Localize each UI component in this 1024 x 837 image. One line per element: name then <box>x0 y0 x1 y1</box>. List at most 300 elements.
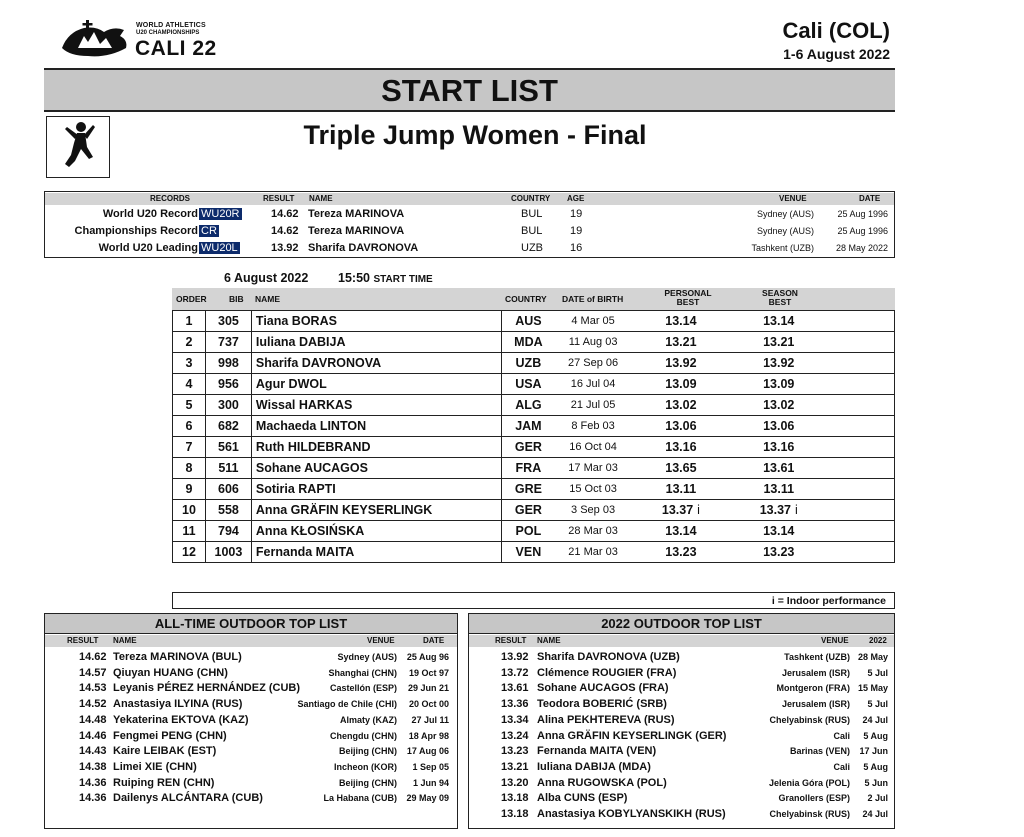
alltime-athlete: Anastasiya ILYINA (RUS) <box>113 698 243 711</box>
list-item <box>469 714 894 730</box>
season-athlete: Alba CUNS (ESP) <box>537 792 628 805</box>
empty-cell <box>827 374 895 395</box>
start-list-header <box>172 288 895 310</box>
personal-best-value: 13.21 <box>665 335 697 349</box>
season-date: 17 Jun <box>859 746 888 757</box>
dob-cell: 21 Mar 03 <box>555 542 631 563</box>
alltime-date: 1 Jun 94 <box>412 777 449 788</box>
dob-cell: 16 Jul 04 <box>555 374 631 395</box>
list-item <box>469 682 894 698</box>
dob-cell: 21 Jul 05 <box>555 395 631 416</box>
season-header-venue: VENUE <box>821 636 849 645</box>
all-time-header-date: DATE <box>423 636 445 645</box>
season-best-cell <box>731 311 827 332</box>
season-header-year: 2022 <box>869 636 887 645</box>
record-venue: Sydney (AUS) <box>756 209 814 219</box>
season-header-result: RESULT <box>495 636 527 645</box>
athlete-name-cell: Fernanda MAITA <box>251 542 501 563</box>
record-code: WU20L <box>201 242 238 254</box>
season-result: 13.21 <box>501 760 529 773</box>
dob-cell: 16 Oct 04 <box>555 437 631 458</box>
list-item <box>469 730 894 746</box>
list-item <box>45 651 457 667</box>
records-header-venue: VENUE <box>779 194 807 203</box>
empty-cell <box>827 416 895 437</box>
header-order: ORDER <box>176 294 207 304</box>
athlete-name-cell: Sotiria RAPTI <box>251 479 501 500</box>
sb-indoor-mark: i <box>794 503 798 517</box>
alltime-result: 14.52 <box>79 698 107 711</box>
bib-cell: 300 <box>205 395 251 416</box>
host-city: Cali (COL) <box>782 18 890 43</box>
record-holder: Sharifa DAVRONOVA <box>308 242 419 254</box>
triple-jump-athlete-icon <box>47 117 109 177</box>
table-row <box>173 374 895 395</box>
championship-dates: 1-6 August 2022 <box>783 46 890 62</box>
order-cell: 5 <box>173 395 206 416</box>
list-item <box>469 745 894 761</box>
season-venue: Barinas (VEN) <box>789 746 850 757</box>
start-time-value: 15:50 <box>338 271 370 285</box>
record-code: WU20R <box>201 208 240 220</box>
record-label: World U20 Record <box>102 208 198 220</box>
indoor-legend: i = Indoor performance <box>771 595 886 607</box>
header-season-best <box>756 289 804 307</box>
season-venue: Cali <box>833 730 850 741</box>
alltime-athlete: Dailenys ALCÁNTARA (CUB) <box>113 792 263 805</box>
season-best-value: 13.14 <box>763 524 795 538</box>
season-athlete: Teodora BOBERIĆ (SRB) <box>537 698 667 711</box>
season-best-value: 13.14 <box>763 314 795 328</box>
record-code: CR <box>201 225 217 237</box>
country-cell: UZB <box>501 353 555 374</box>
bib-cell: 606 <box>205 479 251 500</box>
season-venue: Chelyabinsk (RUS) <box>769 714 850 725</box>
personal-best-value: 13.92 <box>665 356 697 370</box>
record-age: 19 <box>570 208 583 220</box>
alltime-result: 14.46 <box>79 729 107 742</box>
event-title: Triple Jump Women - Final <box>303 120 647 150</box>
alltime-result: 14.57 <box>79 666 107 679</box>
alltime-venue: La Habana (CUB) <box>323 793 397 804</box>
country-cell: FRA <box>501 458 555 479</box>
record-country: UZB <box>521 242 543 254</box>
legend-bar <box>172 592 895 609</box>
dob-cell: 28 Mar 03 <box>555 521 631 542</box>
season-best-cell <box>731 521 827 542</box>
season-date: 24 Jul <box>862 714 888 725</box>
start-time-label: START TIME <box>373 274 433 285</box>
alltime-date: 29 Jun 21 <box>407 683 449 694</box>
record-date: 25 Aug 1996 <box>837 226 888 236</box>
bib-cell: 682 <box>205 416 251 437</box>
empty-cell <box>827 500 895 521</box>
season-venue: Tashkent (UZB) <box>784 652 850 662</box>
list-item <box>45 745 457 761</box>
order-cell: 4 <box>173 374 206 395</box>
record-venue: Tashkent (UZB) <box>751 243 814 253</box>
athlete-name-cell: Sohane AUCAGOS <box>251 458 501 479</box>
header-pb-line1: PERSONAL <box>664 288 712 298</box>
records-header <box>45 193 894 205</box>
season-date: 24 Jul <box>862 809 888 819</box>
alltime-athlete: Qiuyan HUANG (CHN) <box>113 666 228 679</box>
all-time-header-result: RESULT <box>67 636 99 645</box>
personal-best-cell <box>631 458 731 479</box>
dob-cell: 8 Feb 03 <box>555 416 631 437</box>
header-country: COUNTRY <box>505 294 547 304</box>
bib-cell: 956 <box>205 374 251 395</box>
season-result: 13.61 <box>501 682 529 695</box>
personal-best-cell <box>631 479 731 500</box>
bib-cell: 794 <box>205 521 251 542</box>
alltime-venue: Sydney (AUS) <box>337 652 397 662</box>
table-row <box>173 500 895 521</box>
country-cell: JAM <box>501 416 555 437</box>
country-cell: AUS <box>501 311 555 332</box>
season-best-value: 13.11 <box>763 482 795 496</box>
dob-cell: 27 Sep 06 <box>555 353 631 374</box>
athlete-name-cell: Iuliana DABIJA <box>251 332 501 353</box>
personal-best-value: 13.37 <box>661 503 694 517</box>
records-header-name: NAME <box>309 194 333 203</box>
order-cell: 10 <box>173 500 206 521</box>
season-best-cell <box>731 374 827 395</box>
season-best-cell <box>731 395 827 416</box>
start-list-table <box>172 310 895 563</box>
season-venue: Chelyabinsk (RUS) <box>769 809 850 819</box>
list-item <box>469 808 894 824</box>
order-cell: 3 <box>173 353 206 374</box>
list-item <box>45 777 457 793</box>
empty-cell <box>827 542 895 563</box>
season-title: 2022 OUTDOOR TOP LIST <box>469 614 894 634</box>
record-age: 19 <box>570 225 583 237</box>
season-result: 13.36 <box>501 698 529 711</box>
record-holder: Tereza MARINOVA <box>308 208 405 220</box>
personal-best-cell <box>631 542 731 563</box>
season-date: 2 Jul <box>867 793 888 804</box>
season-best-value: 13.06 <box>763 419 795 433</box>
season-result: 13.18 <box>501 808 529 820</box>
season-best-cell <box>731 542 827 563</box>
logo-line-3: CALI 22 <box>135 37 217 60</box>
list-item <box>469 792 894 808</box>
season-result: 13.72 <box>501 666 529 679</box>
season-best-cell <box>731 500 827 521</box>
season-athlete: Clémence ROUGIER (FRA) <box>537 666 677 679</box>
alltime-date: 18 Apr 98 <box>408 730 449 741</box>
country-cell: GER <box>501 437 555 458</box>
season-best-cell <box>731 416 827 437</box>
record-result: 14.62 <box>271 225 299 237</box>
records-header-records: RECORDS <box>150 194 191 203</box>
event-pictogram <box>46 116 110 178</box>
country-cell: GRE <box>501 479 555 500</box>
list-item <box>45 730 457 746</box>
season-athlete: Anastasiya KOBYLYANSKIKH (RUS) <box>537 808 726 820</box>
empty-cell <box>827 332 895 353</box>
personal-best-cell <box>631 353 731 374</box>
alltime-venue: Incheon (KOR) <box>334 761 397 772</box>
start-list-banner: START LIST <box>44 68 895 112</box>
season-athlete: Alina PEKHTEREVA (RUS) <box>537 713 675 726</box>
logo-line-2: U20 CHAMPIONSHIPS <box>136 30 200 36</box>
personal-best-value: 13.14 <box>665 314 697 328</box>
alltime-result: 14.48 <box>79 713 107 726</box>
list-item <box>45 792 457 808</box>
bib-cell: 998 <box>205 353 251 374</box>
table-row <box>173 458 895 479</box>
season-athlete: Anna RUGOWSKA (POL) <box>537 776 667 789</box>
order-cell: 12 <box>173 542 206 563</box>
personal-best-cell <box>631 311 731 332</box>
alltime-athlete: Tereza MARINOVA (BUL) <box>113 651 242 663</box>
season-top-list <box>468 613 895 829</box>
alltime-date: 17 Aug 06 <box>406 746 449 757</box>
personal-best-value: 13.09 <box>665 377 697 391</box>
empty-cell <box>827 479 895 500</box>
alltime-venue: Shanghai (CHN) <box>328 667 397 678</box>
empty-cell <box>827 353 895 374</box>
record-result: 13.92 <box>271 242 299 254</box>
season-date: 5 Aug <box>863 730 888 741</box>
season-athlete: Anna GRÄFIN KEYSERLINGK (GER) <box>537 729 727 742</box>
table-row <box>173 416 895 437</box>
bib-cell: 737 <box>205 332 251 353</box>
start-time <box>338 271 433 285</box>
alltime-venue: Beijing (CHN) <box>339 777 397 788</box>
season-best-value: 13.23 <box>763 545 795 559</box>
alltime-athlete: Limei XIE (CHN) <box>113 760 197 773</box>
alltime-date: 29 May 09 <box>406 793 449 804</box>
competition-date: 6 August 2022 <box>224 271 309 285</box>
alltime-venue: Almaty (KAZ) <box>339 714 397 725</box>
alltime-date: 20 Oct 00 <box>408 699 449 710</box>
record-row <box>45 241 894 257</box>
dob-cell: 3 Sep 03 <box>555 500 631 521</box>
athlete-name-cell: Anna GRÄFIN KEYSERLINGK <box>251 500 501 521</box>
alltime-venue: Chengdu (CHN) <box>330 730 397 741</box>
list-item <box>469 667 894 683</box>
athlete-name-cell: Ruth HILDEBRAND <box>251 437 501 458</box>
alltime-athlete: Ruiping REN (CHN) <box>113 776 215 789</box>
empty-cell <box>827 311 895 332</box>
records-table <box>44 191 895 258</box>
table-row <box>173 353 895 374</box>
header-name: NAME <box>255 294 281 304</box>
alltime-result: 14.53 <box>79 682 107 695</box>
bib-cell: 558 <box>205 500 251 521</box>
season-date: 15 May <box>857 683 888 694</box>
all-time-header-name: NAME <box>113 636 137 645</box>
all-time-header-venue: VENUE <box>367 636 395 645</box>
logo-line-1: WORLD ATHLETICS <box>136 22 206 29</box>
record-age: 16 <box>570 242 583 254</box>
table-row <box>173 542 895 563</box>
athlete-name-cell: Tiana BORAS <box>251 311 501 332</box>
season-result: 13.18 <box>501 792 529 805</box>
personal-best-value: 13.23 <box>665 545 697 559</box>
all-time-top-list <box>44 613 458 829</box>
bib-cell: 561 <box>205 437 251 458</box>
empty-cell <box>827 437 895 458</box>
country-cell: USA <box>501 374 555 395</box>
season-athlete: Sohane AUCAGOS (FRA) <box>537 682 669 695</box>
list-item <box>469 651 894 667</box>
order-cell: 9 <box>173 479 206 500</box>
season-best-cell <box>731 437 827 458</box>
personal-best-cell <box>631 437 731 458</box>
personal-best-value: 13.14 <box>665 524 697 538</box>
record-label: World U20 Leading <box>98 242 198 254</box>
list-item <box>469 761 894 777</box>
season-best-cell <box>731 479 827 500</box>
table-row <box>173 521 895 542</box>
season-best-value: 13.92 <box>763 356 795 370</box>
season-athlete: Sharifa DAVRONOVA (UZB) <box>537 651 680 663</box>
alltime-result: 14.36 <box>79 792 107 805</box>
country-cell: POL <box>501 521 555 542</box>
alltime-result: 14.38 <box>79 760 107 773</box>
header-personal-best <box>662 289 714 307</box>
record-venue: Sydney (AUS) <box>756 226 814 236</box>
season-athlete: Fernanda MAITA (VEN) <box>537 745 657 758</box>
personal-best-cell <box>631 521 731 542</box>
list-item <box>469 698 894 714</box>
order-cell: 11 <box>173 521 206 542</box>
order-cell: 1 <box>173 311 206 332</box>
alltime-date: 27 Jul 11 <box>411 714 449 725</box>
country-cell: GER <box>501 500 555 521</box>
country-cell: VEN <box>501 542 555 563</box>
season-result: 13.92 <box>501 651 529 663</box>
header-bib: BIB <box>229 294 244 304</box>
bib-cell: 511 <box>205 458 251 479</box>
table-row <box>173 479 895 500</box>
season-best-value: 13.02 <box>763 398 795 412</box>
dob-cell: 17 Mar 03 <box>555 458 631 479</box>
records-header-result: RESULT <box>263 194 295 203</box>
personal-best-cell <box>631 374 731 395</box>
record-country: BUL <box>521 225 543 237</box>
season-athlete: Iuliana DABIJA (MDA) <box>537 760 651 773</box>
empty-cell <box>827 458 895 479</box>
bib-cell: 1003 <box>205 542 251 563</box>
season-best-value: 13.09 <box>763 377 795 391</box>
alltime-athlete: Fengmei PENG (CHN) <box>113 729 227 742</box>
order-cell: 6 <box>173 416 206 437</box>
season-best-cell <box>731 458 827 479</box>
alltime-date: 19 Oct 97 <box>408 667 449 678</box>
season-best-value: 13.16 <box>763 440 795 454</box>
alltime-result: 14.62 <box>79 651 107 663</box>
season-venue: Jelenia Góra (POL) <box>768 777 850 788</box>
season-date: 5 Jul <box>867 699 888 710</box>
season-date: 5 Jul <box>867 667 888 678</box>
personal-best-value: 13.16 <box>665 440 697 454</box>
records-header-country: COUNTRY <box>511 194 551 203</box>
season-result: 13.24 <box>501 729 529 742</box>
records-header-age: AGE <box>567 194 585 203</box>
country-cell: ALG <box>501 395 555 416</box>
record-label: Championships Record <box>74 225 198 237</box>
season-venue: Jerusalem (ISR) <box>781 667 850 678</box>
season-venue: Montgeron (FRA) <box>776 683 850 694</box>
list-item <box>45 682 457 698</box>
personal-best-cell <box>631 395 731 416</box>
table-row <box>173 395 895 416</box>
season-date: 28 May <box>857 652 888 662</box>
season-date: 5 Jun <box>864 777 888 788</box>
record-holder: Tereza MARINOVA <box>308 225 405 237</box>
all-time-header <box>45 635 457 647</box>
championship-logo <box>58 18 217 64</box>
empty-cell <box>827 521 895 542</box>
header-sb-line1: SEASON <box>762 288 798 298</box>
header-pb-line2: BEST <box>676 297 700 307</box>
personal-best-value: 13.06 <box>665 419 697 433</box>
athlete-name-cell: Wissal HARKAS <box>251 395 501 416</box>
personal-best-cell <box>631 416 731 437</box>
personal-best-cell <box>631 500 731 521</box>
list-item <box>45 698 457 714</box>
order-cell: 8 <box>173 458 206 479</box>
record-date: 25 Aug 1996 <box>837 209 888 219</box>
season-result: 13.23 <box>501 745 529 758</box>
cali-logo-icon <box>58 18 132 60</box>
alltime-venue: Beijing (CHN) <box>339 746 397 757</box>
alltime-venue: Castellón (ESP) <box>329 683 397 694</box>
season-best-cell <box>731 353 827 374</box>
personal-best-value: 13.02 <box>665 398 697 412</box>
dob-cell: 11 Aug 03 <box>555 332 631 353</box>
list-item <box>45 761 457 777</box>
personal-best-value: 13.65 <box>665 461 697 475</box>
athlete-name-cell: Machaeda LINTON <box>251 416 501 437</box>
alltime-result: 14.36 <box>79 776 107 789</box>
record-date: 28 May 2022 <box>835 243 888 253</box>
season-venue: Granollers (ESP) <box>778 793 850 804</box>
all-time-title: ALL-TIME OUTDOOR TOP LIST <box>45 614 457 634</box>
season-best-value: 13.21 <box>763 335 795 349</box>
record-row <box>45 224 894 240</box>
records-header-date: DATE <box>859 194 881 203</box>
record-result: 14.62 <box>271 208 299 220</box>
season-date: 5 Aug <box>863 761 888 772</box>
alltime-athlete: Yekaterina EKTOVA (KAZ) <box>113 713 249 726</box>
header-dob: DATE of BIRTH <box>562 294 624 304</box>
empty-cell <box>827 395 895 416</box>
season-best-value: 13.61 <box>763 461 795 475</box>
season-venue: Jerusalem (ISR) <box>781 699 850 710</box>
list-item <box>469 777 894 793</box>
season-header <box>469 635 894 647</box>
bib-cell: 305 <box>205 311 251 332</box>
table-row <box>173 437 895 458</box>
athlete-name-cell: Sharifa DAVRONOVA <box>251 353 501 374</box>
alltime-date: 1 Sep 05 <box>412 761 449 772</box>
season-result: 13.20 <box>501 776 529 789</box>
country-cell: MDA <box>501 332 555 353</box>
table-row <box>173 311 895 332</box>
record-country: BUL <box>521 208 543 220</box>
personal-best-value: 13.11 <box>665 482 697 496</box>
record-row <box>45 207 894 223</box>
order-cell: 2 <box>173 332 206 353</box>
season-result: 13.34 <box>501 713 529 726</box>
dob-cell: 15 Oct 03 <box>555 479 631 500</box>
